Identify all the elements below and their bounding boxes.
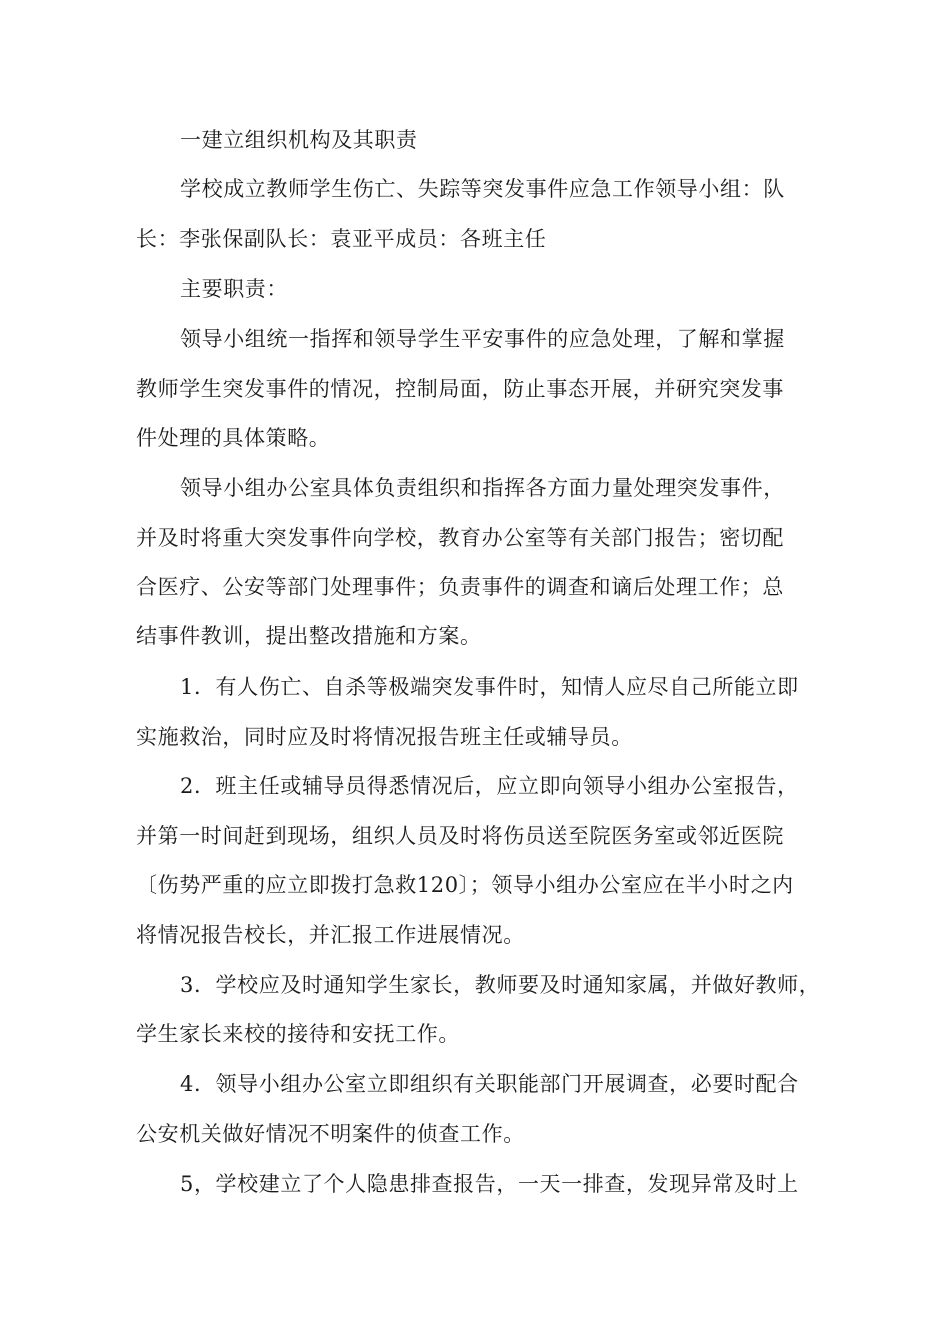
paragraph-line: 公安机关做好情况不明案件的侦查工作。 [136, 1122, 525, 1146]
paragraph-line: 件处理的具体策略。 [136, 426, 331, 450]
paragraph-line: 合医疗、公安等部门处理事件；负责事件的调查和谪后处理工作；总 [136, 575, 784, 599]
paragraph-line: 长：李张保副队长：袁亚平成员：各班主任 [136, 227, 547, 251]
paragraph-line: 〔伤势严重的应立即拨打急救120〕；领导小组办公室应在半小时之内 [136, 873, 794, 897]
paragraph-line: 领导小组办公室具体负责组织和指挥各方面力量处理突发事件， [180, 476, 785, 500]
paragraph-line: 将情况报告校长，并汇报工作进展情况。 [136, 923, 525, 947]
paragraph-line: 并及时将重大突发事件向学校，教育办公室等有关部门报告；密切配 [136, 526, 784, 550]
paragraph-line: 并第一时间赶到现场，组织人员及时将伤员送至院医务室或邻近医院 [136, 824, 784, 848]
paragraph-line: 学生家长来校的接待和安抚工作。 [136, 1022, 460, 1046]
paragraph-line: 教师学生突发事件的情况，控制局面，防止事态开展，并研究突发事 [136, 377, 784, 401]
section-heading: 一建立组织机构及其职责 [180, 128, 418, 152]
paragraph-line: 5，学校建立了个人隐患排查报告，一天一排查，发现异常及时上 [180, 1172, 799, 1196]
paragraph-line: 领导小组统一指挥和领导学生平安事件的应急处理，了解和掌握 [180, 327, 785, 351]
paragraph-line: 1．有人伤亡、自杀等极端突发事件时，知情人应尽自己所能立即 [180, 675, 799, 699]
paragraph-line: 实施救治，同时应及时将情况报告班主任或辅导员。 [136, 725, 633, 749]
paragraph-line: 结事件教训，提出整改措施和方案。 [136, 624, 482, 648]
paragraph-line: 4．领导小组办公室立即组织有关职能部门开展调查，必要时配合 [180, 1072, 799, 1096]
paragraph-line: 2．班主任或辅导员得悉情况后，应立即向领导小组办公室报告， [180, 774, 799, 798]
paragraph-line: 主要职责： [180, 277, 288, 301]
paragraph-line: 学校成立教师学生伤亡、失踪等突发事件应急工作领导小组：队 [180, 177, 785, 201]
paragraph-line: 3．学校应及时通知学生家长，教师要及时通知家属，并做好教师， [180, 973, 821, 997]
